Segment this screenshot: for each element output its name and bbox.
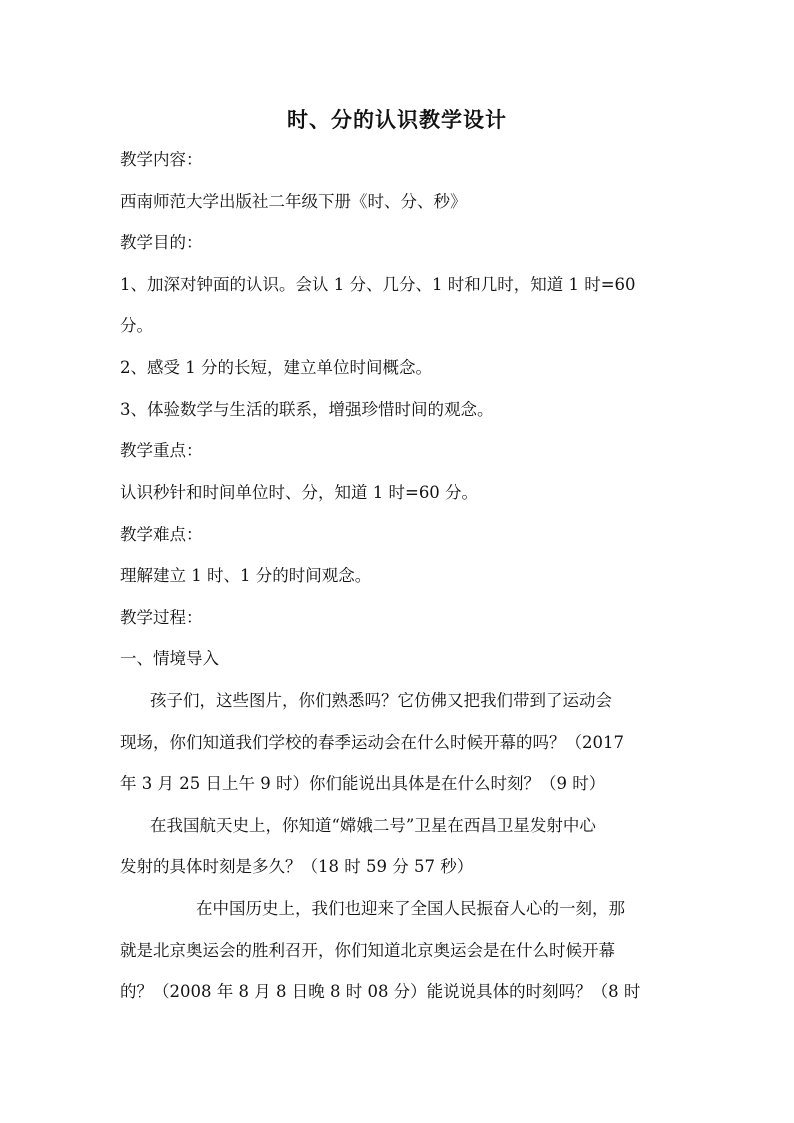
paragraph-1-line-3: 年 3 月 25 日上午 9 时）你们能说出具体是在什么时刻？（9 时）: [120, 774, 606, 793]
key-points-text: 认识秒针和时间单位时、分，知道 1 时=60 分。: [120, 483, 479, 502]
paragraph-3-line-3: 的？（2008 年 8 月 8 日晚 8 时 08 分）能说说具体的时刻吗？（8 时: [120, 982, 641, 1001]
paragraph-3-line-2: 就是北京奥运会的胜利召开，你们知道北京奥运会是在什么时候开幕: [120, 941, 615, 960]
section-heading-difficulties: 教学难点：: [120, 525, 203, 544]
document-title: 时、分的认识教学设计: [287, 107, 507, 132]
subsection-heading-intro: 一、情境导入: [120, 649, 219, 668]
paragraph-1-line-2: 现场，你们知道我们学校的春季运动会在什么时候开幕的吗？（2017: [120, 733, 624, 752]
paragraph-2-line-2: 发射的具体时刻是多久？（18 时 59 分 57 秒）: [120, 857, 474, 876]
paragraph-2-line-1: 在我国航天史上，你知道“嫦娥二号”卫星在西昌卫星发射中心: [150, 816, 596, 835]
goal-item-1: 1、加深对钟面的认识。会认 1 分、几分、1 时和几时，知道 1 时=60: [120, 275, 636, 294]
content-text: 西南师范大学出版社二年级下册《时、分、秒》: [120, 192, 467, 211]
section-heading-key-points: 教学重点：: [120, 441, 203, 460]
paragraph-1-line-1: 孩子们，这些图片，你们熟悉吗？它仿佛又把我们带到了运动会: [150, 691, 612, 710]
difficulties-text: 理解建立 1 时、1 分的时间观念。: [120, 566, 372, 585]
section-heading-goals: 教学目的：: [120, 233, 203, 252]
goal-item-3: 3、体验数学与生活的联系，增强珍惜时间的观念。: [120, 400, 494, 419]
section-heading-process: 教学过程：: [120, 608, 203, 627]
goal-item-2: 2、感受 1 分的长短，建立单位时间概念。: [120, 358, 432, 377]
goal-item-1-continued: 分。: [120, 316, 153, 335]
section-heading-content: 教学内容：: [120, 150, 203, 169]
paragraph-3-line-1: 在中国历史上，我们也迎来了全国人民振奋人心的一刻，那: [196, 899, 625, 918]
